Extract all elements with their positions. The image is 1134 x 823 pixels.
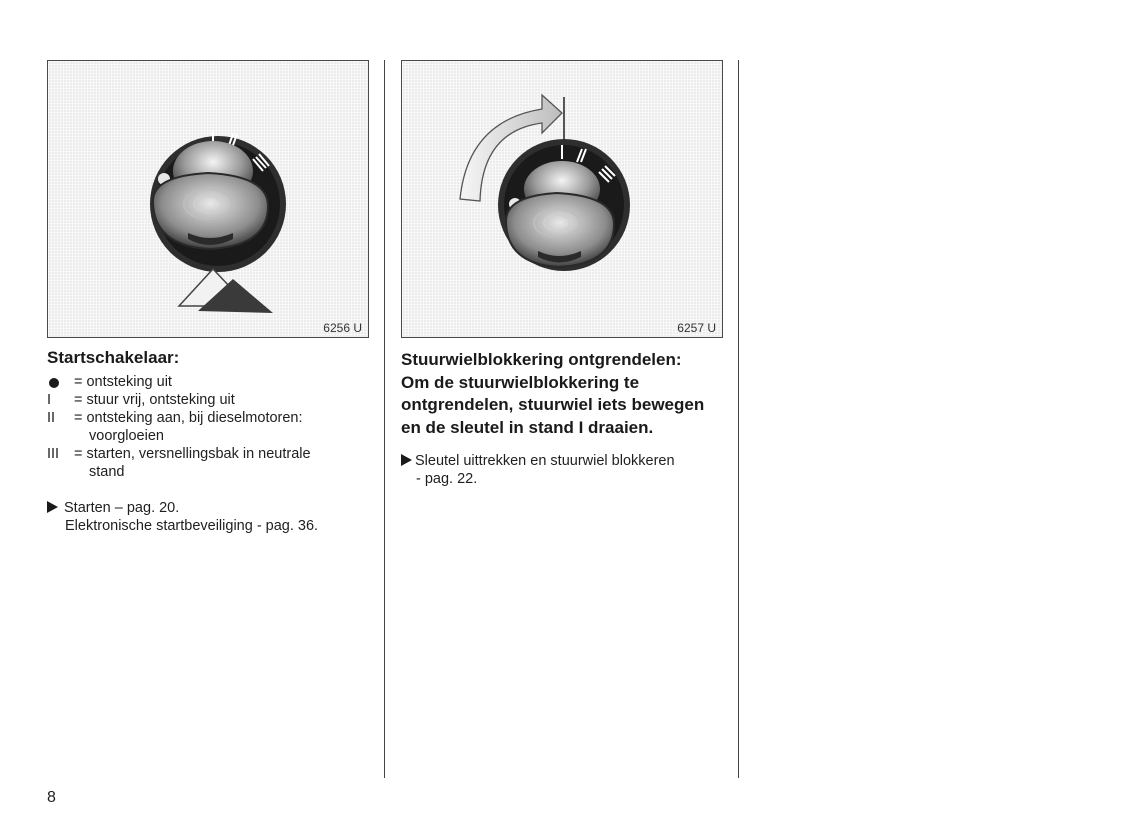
legend-text-continued: voorgloeien bbox=[89, 428, 164, 444]
column-divider bbox=[738, 60, 739, 778]
legend-symbol: III bbox=[47, 446, 60, 462]
legend-text: = ontsteking aan, bij dieselmotoren: bbox=[74, 410, 303, 426]
reference-text: - pag. 22. bbox=[416, 471, 478, 487]
cross-reference bbox=[416, 471, 477, 489]
ignition-switch-illustration bbox=[48, 61, 368, 337]
heading-line: Stuurwielblokkering ontgrendelen: bbox=[401, 350, 682, 369]
heading-line: ontgrendelen, stuurwiel iets bewegen bbox=[401, 395, 705, 414]
legend-text: = stuur vrij, ontsteking uit bbox=[74, 392, 235, 408]
steering-lock-figure bbox=[401, 60, 723, 338]
legend-list bbox=[47, 374, 367, 484]
legend-symbol: I bbox=[47, 392, 52, 408]
figure-code: 6256 U bbox=[323, 321, 362, 335]
steering-lock-illustration bbox=[402, 61, 722, 337]
column-divider bbox=[384, 60, 385, 778]
page-number: 8 bbox=[47, 789, 56, 806]
pointer-triangle-icon bbox=[47, 501, 58, 513]
figure-code: 6257 U bbox=[677, 321, 716, 335]
legend-text: = starten, versnellingsbak in neutrale bbox=[74, 446, 311, 462]
reference-text: Starten – pag. 20. bbox=[64, 500, 180, 516]
cross-reference bbox=[65, 518, 318, 536]
reference-text: Sleutel uittrekken en stuurwiel blokkeren bbox=[415, 453, 675, 469]
legend-symbol: II bbox=[47, 410, 56, 426]
ignition-figure bbox=[47, 60, 369, 338]
section-heading bbox=[401, 349, 704, 439]
cross-reference bbox=[401, 453, 675, 471]
section-heading: Startschakelaar: bbox=[47, 348, 180, 367]
legend-text-continued: stand bbox=[89, 464, 125, 480]
legend-text: = ontsteking uit bbox=[74, 374, 172, 390]
pointer-triangle-icon bbox=[401, 454, 412, 466]
heading-line: en de sleutel in stand I draaien. bbox=[401, 417, 654, 437]
cross-reference bbox=[47, 500, 179, 518]
reference-text: Elektronische startbeveiliging - pag. 36. bbox=[65, 518, 319, 534]
heading-line: Om de stuurwielblokkering te bbox=[401, 372, 640, 392]
